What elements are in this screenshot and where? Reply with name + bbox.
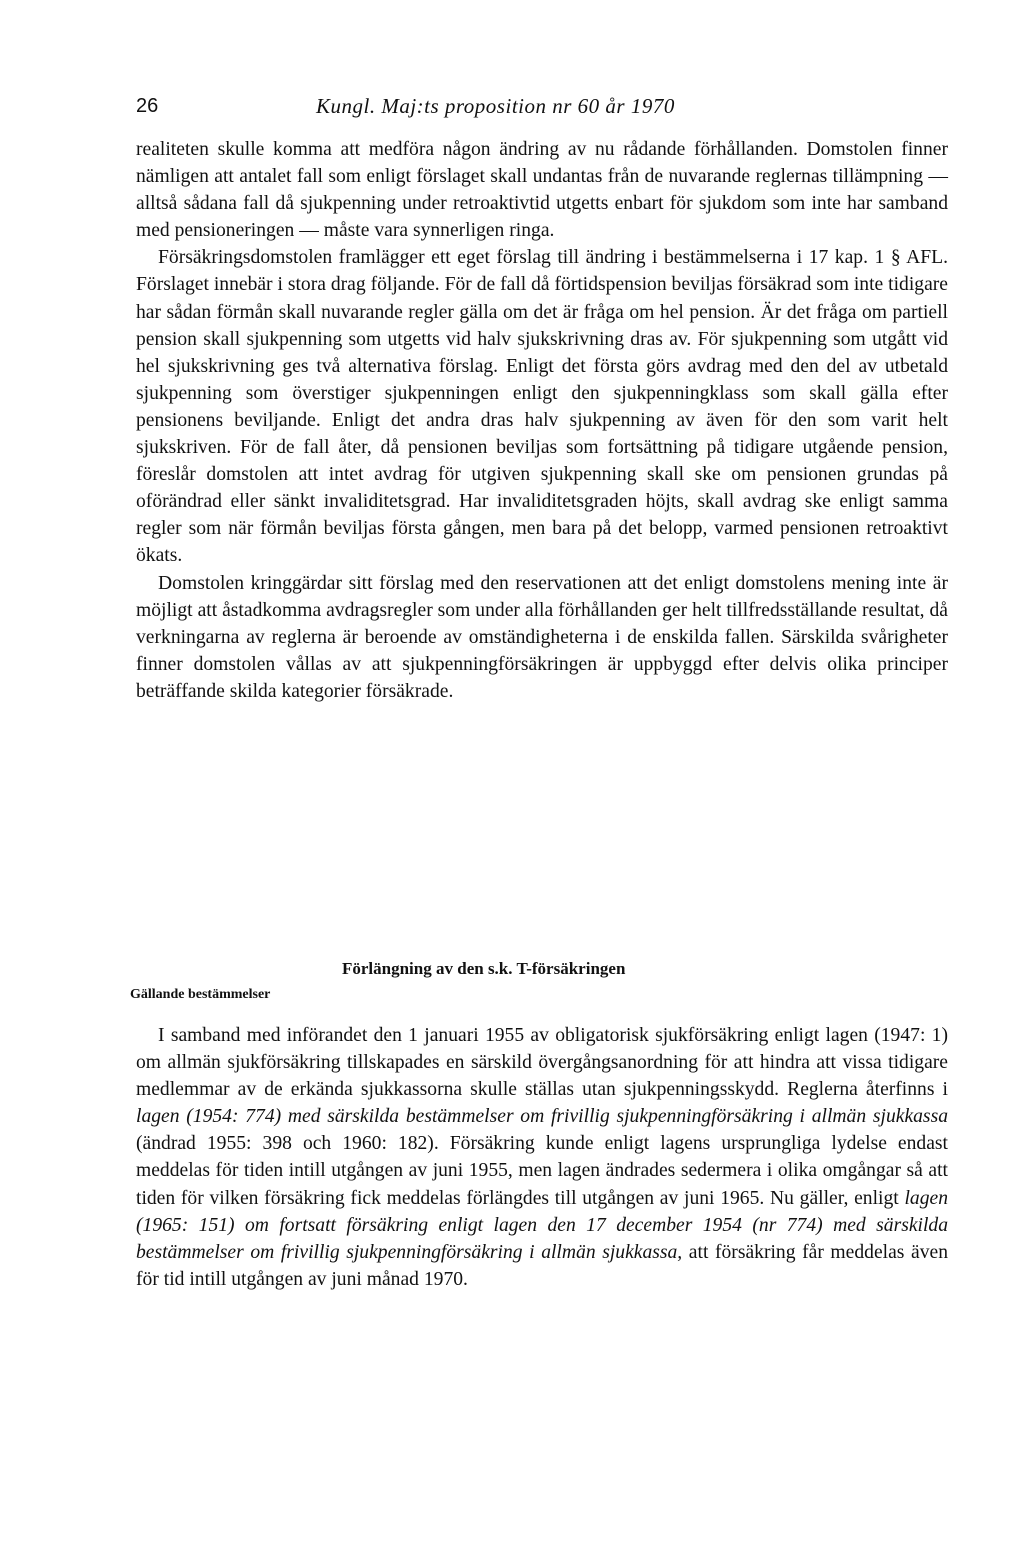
paragraph-4-text-2: (ändrad 1955: 398 och 1960: 182). Försäkring kunde enligt lagens ursprungliga lydelse endast meddelas för tiden intill utgången av juni 1955, men lagen ändrades sedermera i olika omgångar så att tiden för vilken försäkring fick meddelas förlängdes till utgången av juni 1965. Nu gäller, enligt: [136, 1133, 948, 1209]
section-heading: Förlängning av den s.k. T-försäkringen: [342, 959, 626, 978]
running-title: Kungl. Maj:ts proposition nr 60 år 1970: [316, 94, 675, 118]
paragraph-4-text-3: att försäkring får meddelas även för tid intill utgången av juni månad 1970.: [136, 1241, 948, 1290]
page-number: 26: [136, 95, 159, 117]
page-header: [136, 94, 946, 124]
law-citation-1954: lagen (1954: 774) med särskilda bestämmelser om frivillig sjukpenningförsäkring i allmän sjukkassa: [136, 1106, 948, 1128]
margin-note: Gällande bestämmelser: [130, 987, 271, 1002]
paragraph-2: Försäkringsdomstolen framlägger ett eget förslag till ändring i bestämmelserna i 17 kap. 1 § AFL. Förslaget innebär i stora drag följande. För de fall då förtidspension beviljas försäkrad som inte tidigare har sådan förmån skall nuvarande regler gälla om det är fråga om hel pension. Är det fråga om partiell pension skall sjukpenning som utgetts vid halv sjukskrivning dras av. För sjukpenning som utgått vid hel sjukskrivning ges två alternativa förslag. Enligt det första görs avdrag med den del av utbetald sjukpenning som överstiger sjukpenningen enligt den sjukpenningklass som skall gälla efter pensionens beviljande. Enligt det andra dras halv sjukpenning av även för den som varit helt sjukskriven. För de fall åter, då pensionen beviljas som fortsättning på tidigare utgående pension, föreslår domstolen att intet avdrag för utgiven sjukpenning skall ske om pensionen grundas på oförändrad eller sänkt invaliditetsgrad. Har invaliditetsgraden höjts, skall avdrag ske enligt samma regler som när förmån beviljas första gången, men bara på det belopp, varmed pensionen retroaktivt ökats.: [136, 247, 948, 567]
section-2-text: [136, 1022, 948, 1293]
paragraph-3: Domstolen kringgärdar sitt förslag med den reservationen att det enligt domstolens mening inte är möjligt att åstadkomma avdragsregler som under alla förhållanden ger helt tillfredsställande resultat, då verkningarna av reglerna är beroende av omständigheterna i de enskilda fallen. Särskilda svårigheter finner domstolen vållas av att sjukpenningförsäkringen är uppbyggd efter delvis olika principer beträffande skilda kategorier försäkrade.: [136, 572, 948, 702]
paragraph-4: [136, 1022, 948, 1293]
paragraph-4-text-1: I samband med införandet den 1 januari 1955 av obligatorisk sjukförsäkring enligt lagen (1947: 1) om allmän sjukförsäkring tillskapades en särskild övergångsanordning för att hindra att vissa tidigare medlemmar av de erkända sjukkassorna skulle ställas utan sjukpenningsskydd. Reglerna återfinns i: [136, 1025, 948, 1101]
section-1-text: [136, 136, 948, 705]
law-citation-1965: lagen (1965: 151) om fortsatt försäkring enligt lagen den 17 december 1954 (nr 774) med särskilda bestämmelser om frivillig sjukpenningförsäkring i allmän sjukkassa,: [136, 1187, 948, 1263]
paragraph-1: realiteten skulle komma att medföra någon ändring av nu rådande förhållanden. Domstolen finner nämligen att antalet fall som enligt förslaget skall undantas från de nuvarande reglernas tillämpning — alltså sådana fall då sjukpenning under retroaktivtid utgetts enbart för sjukdom som inte har samband med pensioneringen — måste vara synnerligen ringa.: [136, 139, 948, 242]
